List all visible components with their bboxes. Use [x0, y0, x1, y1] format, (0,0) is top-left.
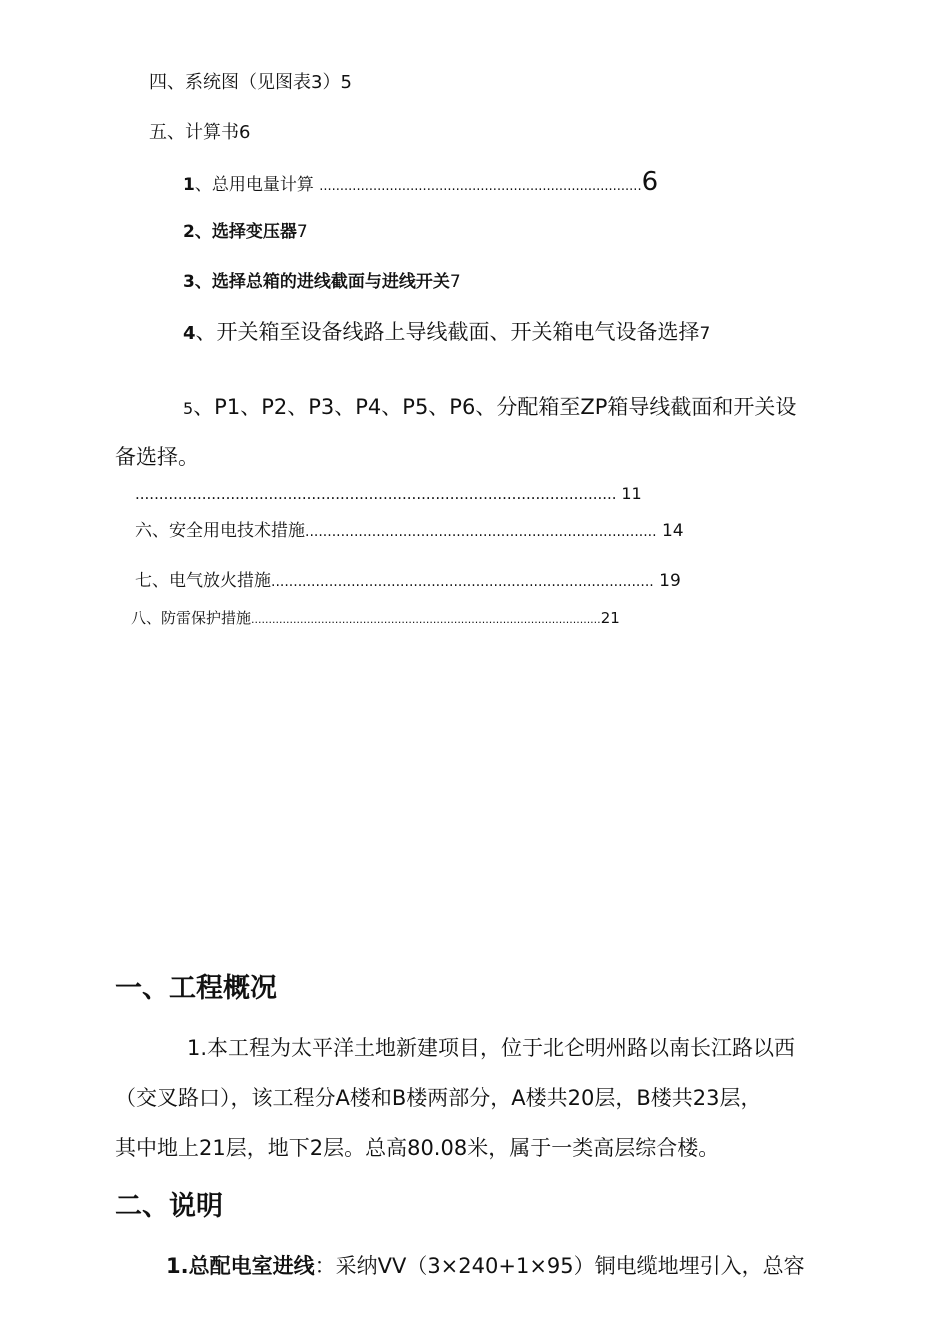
- section-1-heading: 一、工程概况: [115, 973, 277, 1004]
- toc-item-8-leader: ....................................................................................................: [251, 613, 601, 626]
- toc-item-8-page: 21: [600, 609, 620, 627]
- toc-sub-3-page: 7: [449, 272, 461, 292]
- toc-item-4[interactable]: [149, 72, 352, 94]
- toc-item-8[interactable]: [131, 609, 620, 627]
- toc-item-7-leader: ......................................................................................: [271, 574, 654, 590]
- toc-item-8-text: 八、防雷保护措施: [131, 609, 252, 627]
- toc-sub-5-line-2: [115, 445, 199, 470]
- section-2-heading: 二、说明: [115, 1191, 223, 1222]
- toc-sub-5-text-2: 备选择。: [115, 445, 199, 469]
- toc-sub-1-leader: ..............................................................................: [319, 179, 642, 194]
- toc-sub-3-number: 3: [183, 272, 195, 292]
- section-1-para-line-1: 1.本工程为太平洋土地新建项目，位于北仑明州路以南长江路以西: [187, 1036, 796, 1060]
- toc-item-6-text: 六、安全用电技术措施: [135, 521, 305, 541]
- toc-sub-4-number: 4: [183, 323, 196, 344]
- toc-item-4-text: 四、系统图（见图表3）5: [149, 72, 352, 93]
- toc-sub-5-page: 11: [621, 484, 642, 503]
- toc-sub-2-page: 7: [296, 222, 308, 242]
- toc-sub-1-page: 6: [641, 167, 659, 197]
- section-2-item-1: [166, 1254, 805, 1279]
- section-2-item-1-label: 1.总配电室进线: [166, 1254, 315, 1278]
- toc-item-6[interactable]: [135, 521, 684, 541]
- toc-item-6-leader: ...............................................................................: [305, 524, 657, 540]
- toc-item-5[interactable]: [149, 122, 250, 144]
- toc-item-6-page: 14: [661, 521, 684, 541]
- toc-sub-5-leader: .....................................................................................................: [135, 485, 617, 503]
- toc-sub-5-text-1: 、P1、P2、P3、P4、P5、P6、分配箱至ZP箱导线截面和开关设: [193, 395, 797, 419]
- toc-sub-5-number: 5: [183, 399, 194, 418]
- toc-sub-5-leader-line[interactable]: [135, 484, 642, 503]
- toc-sub-2[interactable]: [183, 222, 308, 242]
- toc-sub-4-page: 7: [699, 324, 711, 344]
- toc-sub-1-number: 1: [183, 175, 195, 195]
- toc-sub-5-line-1[interactable]: [183, 395, 796, 420]
- toc-sub-3[interactable]: [183, 272, 461, 292]
- toc-item-7[interactable]: [135, 571, 681, 591]
- toc-item-7-page: 19: [659, 571, 681, 591]
- toc-item-5-text: 五、计算书6: [149, 122, 251, 143]
- toc-sub-4[interactable]: [183, 320, 710, 345]
- section-2-item-1-text: ：采纳VV（3×240+1×95）铜电缆地埋引入，总容: [314, 1254, 805, 1278]
- toc-sub-1-text: 、总用电量计算: [194, 175, 314, 195]
- toc-sub-2-number: 2: [183, 222, 195, 242]
- toc-sub-4-text: 、开关箱至设备线路上导线截面、开关箱电气设备选择: [195, 320, 700, 344]
- toc-sub-3-text: 、选择总箱的进线截面与进线开关: [194, 272, 450, 292]
- toc-sub-1[interactable]: [183, 167, 658, 198]
- section-1-para-line-3: 其中地上21层，地下2层。总高80.08米，属于一类高层综合楼。: [115, 1136, 720, 1160]
- section-1-para-line-2: （交叉路口），该工程分A楼和B楼两部分，A楼共20层，B楼共23层，: [115, 1086, 762, 1110]
- toc-item-7-text: 七、电气放火措施: [135, 571, 271, 591]
- toc-sub-2-text: 、选择变压器: [194, 222, 297, 242]
